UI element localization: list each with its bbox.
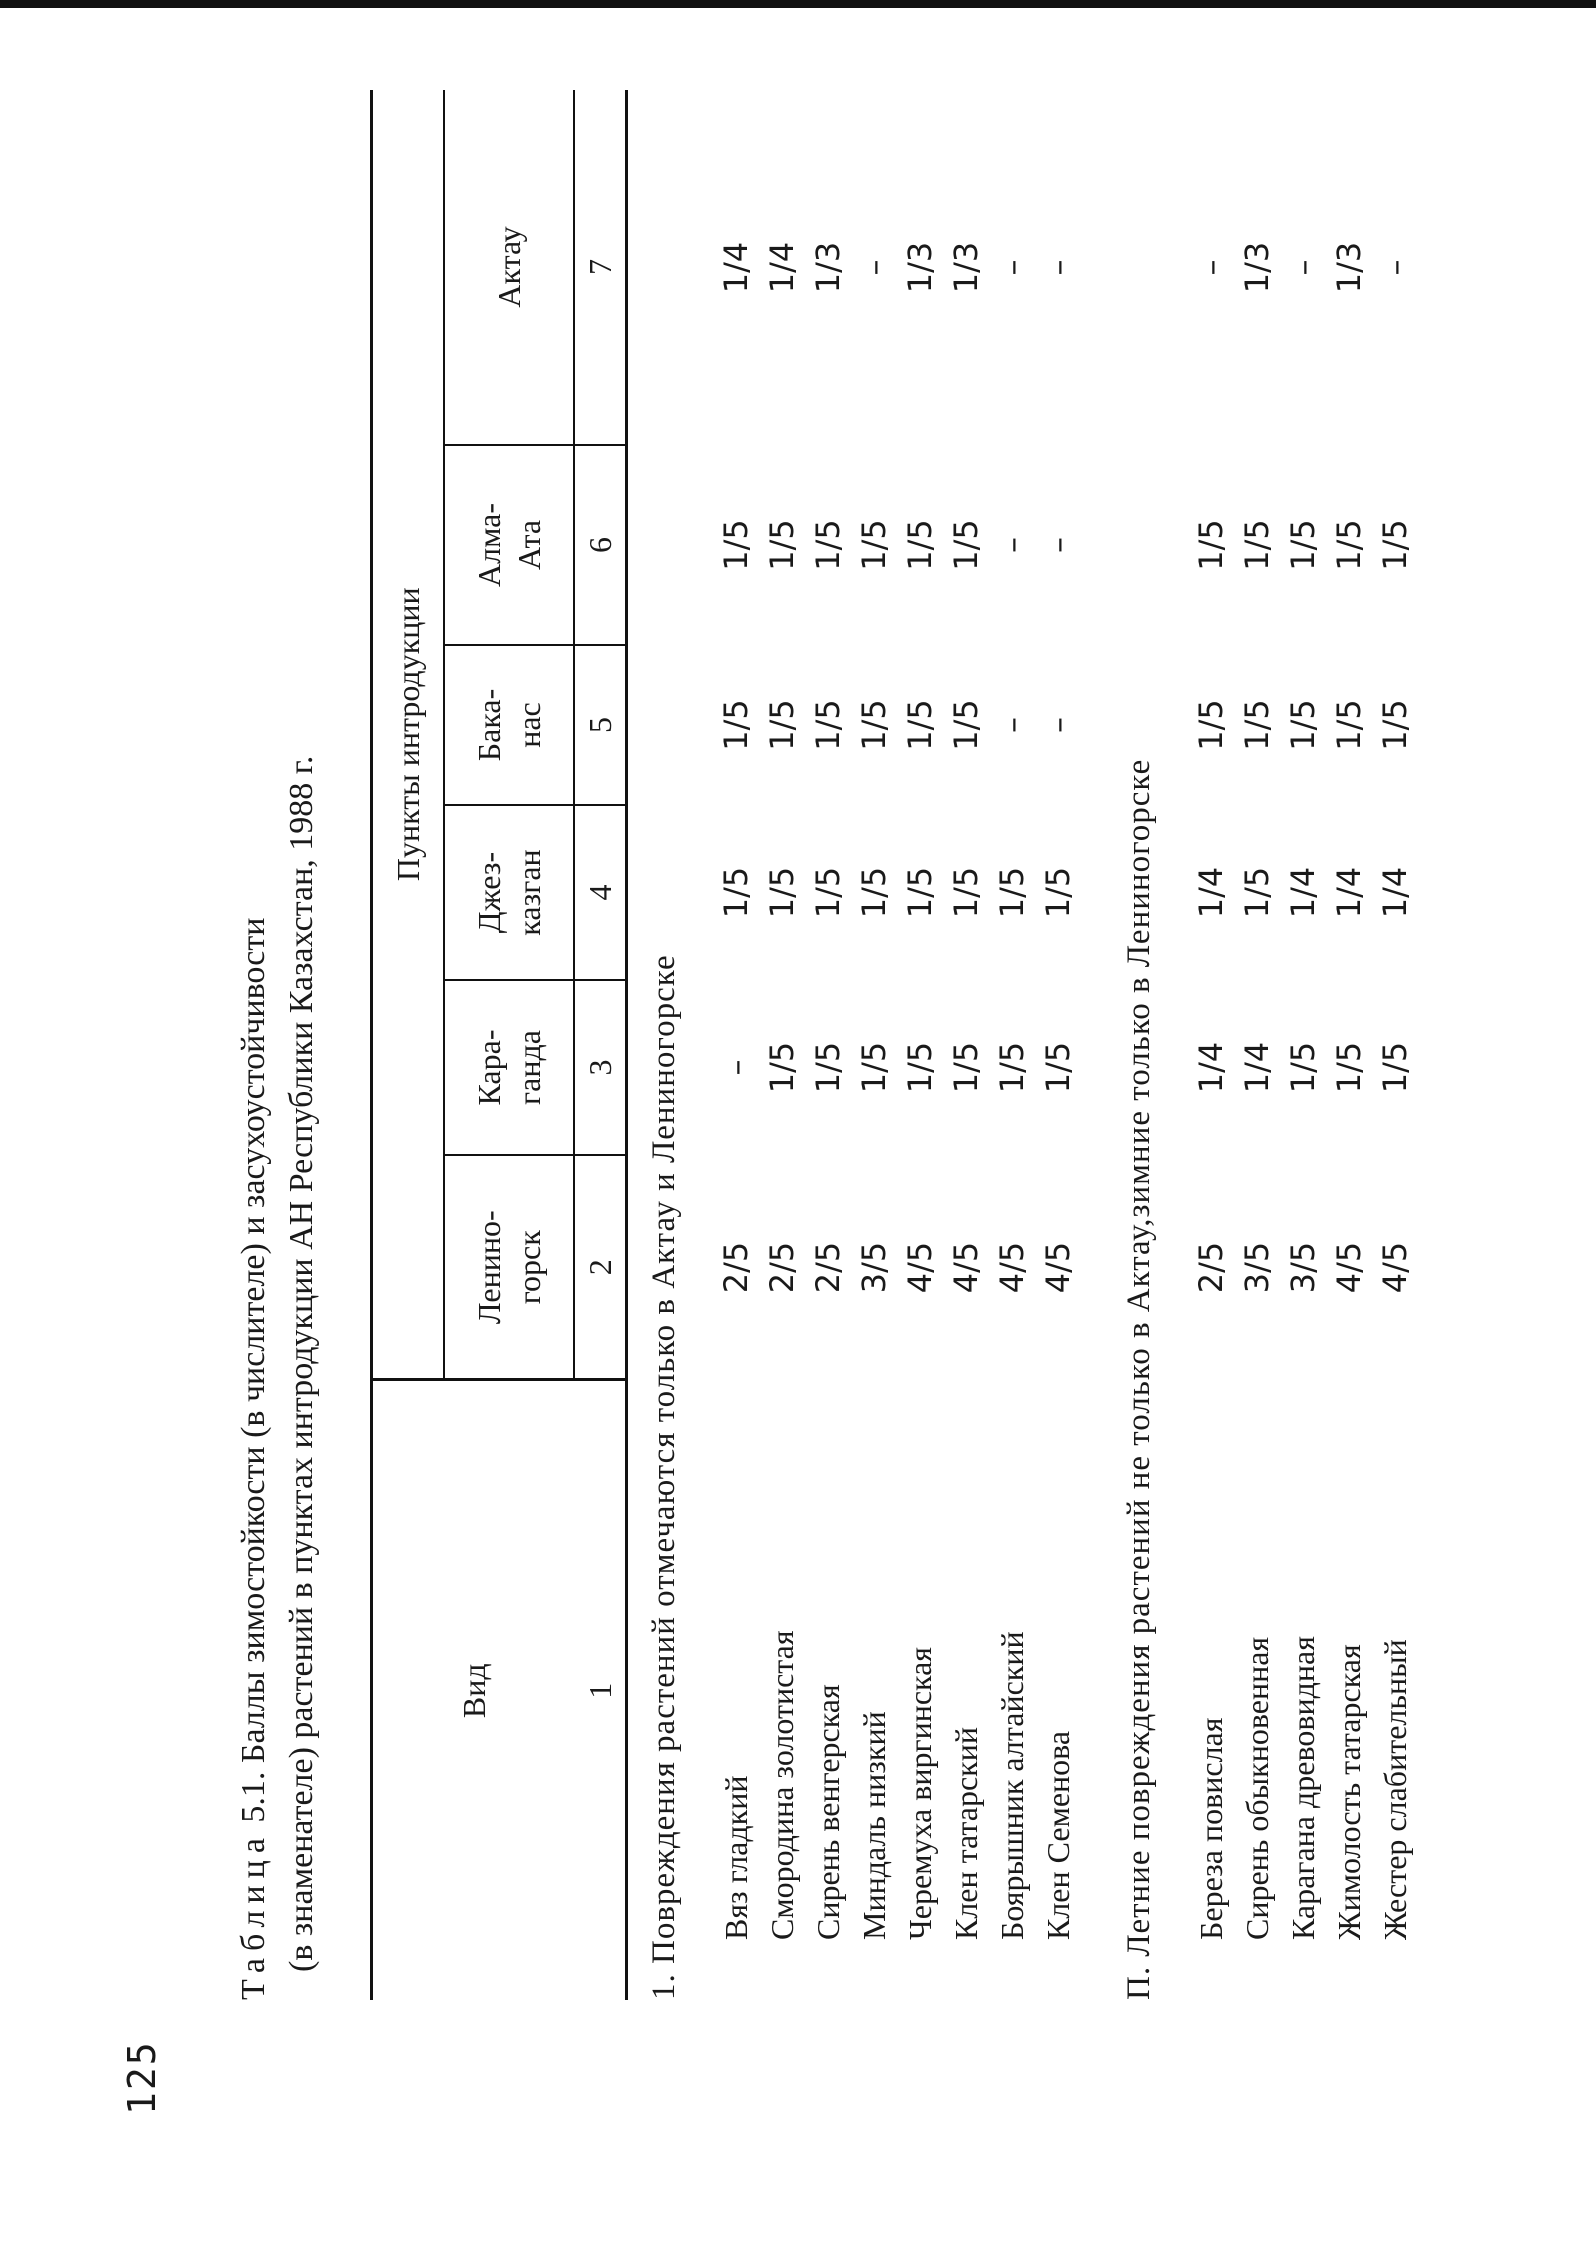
score-cell: 2/5 [809, 1241, 847, 1294]
score-cell: 1/5 [1039, 866, 1077, 919]
score-cell: 1/4 [1284, 866, 1322, 919]
section-title-row [627, 90, 714, 2000]
score-cell: 1/4 [763, 241, 801, 294]
header-col-4: Джез- казган [444, 805, 574, 980]
score-cell: 1/5 [717, 699, 755, 751]
score-cell: 1/5 [717, 519, 755, 571]
score-cell: 2/5 [1192, 1241, 1230, 1294]
score-cell: 1/5 [1192, 699, 1230, 751]
score-cell: 1/5 [947, 1041, 985, 1094]
score-cell: – [993, 259, 1031, 276]
scan-edge [0, 0, 1596, 8]
score-cell: 1/5 [1330, 699, 1368, 751]
species-name: Сирень венгерская [810, 1684, 846, 1940]
header-num-5: 5 [574, 645, 627, 805]
header-group: Пункты интродукции [372, 90, 445, 1380]
species-name: Карагана древовидная [1285, 1636, 1321, 1940]
score-cell: 1/5 [1376, 699, 1414, 751]
table-row [943, 90, 989, 2000]
species-name: Боярышник алтайский [994, 1631, 1030, 1940]
score-cell: 1/5 [1330, 519, 1368, 571]
score-cell: 1/5 [947, 866, 985, 919]
header-num-1: 1 [574, 1380, 627, 2000]
score-cell: 1/4 [1376, 866, 1414, 919]
score-cell: – [717, 1059, 755, 1076]
score-cell: 1/3 [809, 241, 847, 294]
section-title-row [1081, 90, 1188, 2000]
score-cell: 1/5 [1376, 519, 1414, 571]
score-cell: 1/3 [1330, 241, 1368, 294]
header-num-6: 6 [574, 445, 627, 645]
score-cell: 1/5 [1284, 699, 1322, 751]
score-cell: 4/5 [1376, 1241, 1414, 1294]
species-name: Миндаль низкий [856, 1711, 892, 1940]
score-cell: 1/5 [855, 866, 893, 919]
score-cell: 1/5 [717, 866, 755, 919]
score-cell: 1/5 [1238, 699, 1276, 751]
score-cell: 1/5 [1330, 1041, 1368, 1094]
score-cell: 1/5 [763, 1041, 801, 1094]
species-name: Жестер слабительный [1377, 1639, 1413, 1940]
header-col-2: Ленино- горск [444, 1155, 574, 1380]
score-cell: 3/5 [855, 1241, 893, 1294]
score-cell: 1/3 [901, 241, 939, 294]
score-cell: – [1192, 259, 1230, 276]
table-row [759, 90, 805, 2000]
score-cell: 1/5 [993, 1041, 1031, 1094]
table-row [1188, 90, 1234, 2000]
table-row [713, 90, 759, 2000]
caption-line-1 [230, 80, 278, 2000]
data-table [370, 90, 1418, 2000]
score-cell: 1/5 [947, 699, 985, 751]
score-cell: 1/5 [809, 866, 847, 919]
score-cell: 2/5 [763, 1241, 801, 1294]
score-cell: – [1039, 717, 1077, 733]
header-vid: Вид [372, 1380, 575, 2000]
score-cell: 1/5 [763, 519, 801, 571]
score-cell: 1/4 [1330, 866, 1368, 919]
score-cell: 1/5 [947, 519, 985, 571]
score-cell: 1/5 [855, 699, 893, 751]
score-cell: – [1284, 259, 1322, 276]
species-name: Смородина золотистая [764, 1630, 800, 1940]
score-cell: – [1376, 259, 1414, 276]
table-row [897, 90, 943, 2000]
section-1 [627, 90, 1082, 2000]
species-name: Вяз гладкий [718, 1775, 754, 1940]
score-cell: 1/5 [1238, 519, 1276, 571]
score-cell: 1/5 [901, 699, 939, 751]
score-cell: 1/5 [809, 519, 847, 571]
rotated-content [230, 80, 1414, 2000]
header-col-5: Бака- нас [444, 645, 574, 805]
species-name: Жимолость татарская [1331, 1644, 1367, 1940]
score-cell: 3/5 [1238, 1241, 1276, 1294]
score-cell: 4/5 [993, 1241, 1031, 1294]
table-row [1326, 90, 1372, 2000]
score-cell: 1/5 [901, 519, 939, 571]
header-num-4: 4 [574, 805, 627, 980]
header-col-6: Алма- Ата [444, 445, 574, 645]
score-cell: 1/5 [809, 1041, 847, 1094]
species-name: Береза повислая [1193, 1717, 1229, 1940]
species-name: Черемуха виргинская [902, 1646, 938, 1940]
score-cell: 1/5 [1238, 866, 1276, 919]
score-cell: 1/4 [1192, 866, 1230, 919]
table-row [1280, 90, 1326, 2000]
score-cell: – [1039, 537, 1077, 553]
score-cell: 1/5 [901, 866, 939, 919]
table-header [372, 90, 627, 2000]
score-cell: 1/5 [1192, 519, 1230, 571]
score-cell: 1/5 [1039, 1041, 1077, 1094]
header-col-7: Актау [444, 90, 574, 445]
score-cell: – [993, 717, 1031, 733]
header-col-3: Кара- ганда [444, 980, 574, 1155]
table-row [851, 90, 897, 2000]
section-2 [1081, 90, 1418, 2000]
table-wrap [370, 80, 1418, 2000]
caption-label: Таблица [235, 1831, 272, 2000]
score-cell: 1/3 [947, 241, 985, 294]
table-row [989, 90, 1035, 2000]
caption-line-2: (в знаменателе) растений в пунктах интродукции АН Республики Казахстан, 1988 г. [283, 755, 320, 1972]
header-num-7: 7 [574, 90, 627, 445]
score-cell: 2/5 [717, 1241, 755, 1294]
score-cell: 1/3 [1238, 241, 1276, 294]
score-cell: 1/4 [1238, 1041, 1276, 1094]
table-caption [230, 80, 326, 2000]
section-title: П. Летние повреждения растений не только в Актау,зимние только в Лениногорске [1121, 758, 1157, 2000]
score-cell: – [993, 537, 1031, 553]
page-number: 125 [120, 2040, 164, 2115]
score-cell: 1/5 [855, 519, 893, 571]
score-cell: 4/5 [1330, 1241, 1368, 1294]
score-cell: 1/5 [809, 699, 847, 751]
score-cell: 1/5 [901, 1041, 939, 1094]
species-name: Клен Семенова [1040, 1730, 1076, 1940]
header-num-2: 2 [574, 1155, 627, 1380]
score-cell: 4/5 [1039, 1241, 1077, 1294]
score-cell: 1/5 [763, 699, 801, 751]
species-name: Клен татарский [948, 1727, 984, 1940]
table-row [1372, 90, 1418, 2000]
score-cell: 1/5 [1284, 1041, 1322, 1094]
score-cell: – [1039, 259, 1077, 276]
table-row [1035, 90, 1081, 2000]
score-cell: 1/4 [717, 241, 755, 294]
score-cell: 1/4 [1192, 1041, 1230, 1094]
header-num-3: 3 [574, 980, 627, 1155]
score-cell: 4/5 [901, 1241, 939, 1294]
species-name: Сирень обыкновенная [1239, 1636, 1275, 1940]
table-row [1234, 90, 1280, 2000]
score-cell: 3/5 [1284, 1241, 1322, 1294]
score-cell: 1/5 [855, 1041, 893, 1094]
section-title: 1. Повреждения растений отмечаются только в Актау и Лениногорске [646, 954, 682, 2000]
score-cell: 1/5 [993, 866, 1031, 919]
score-cell: 1/5 [763, 866, 801, 919]
table-row [805, 90, 851, 2000]
score-cell: 1/5 [1376, 1041, 1414, 1094]
header-numbers [574, 90, 627, 2000]
score-cell: 1/5 [1284, 519, 1322, 571]
score-cell: 4/5 [947, 1241, 985, 1294]
score-cell: – [855, 259, 893, 276]
caption-text-1: 5.1. Баллы зимостойкости (в числителе) и засухоустойчивости [235, 917, 272, 1823]
